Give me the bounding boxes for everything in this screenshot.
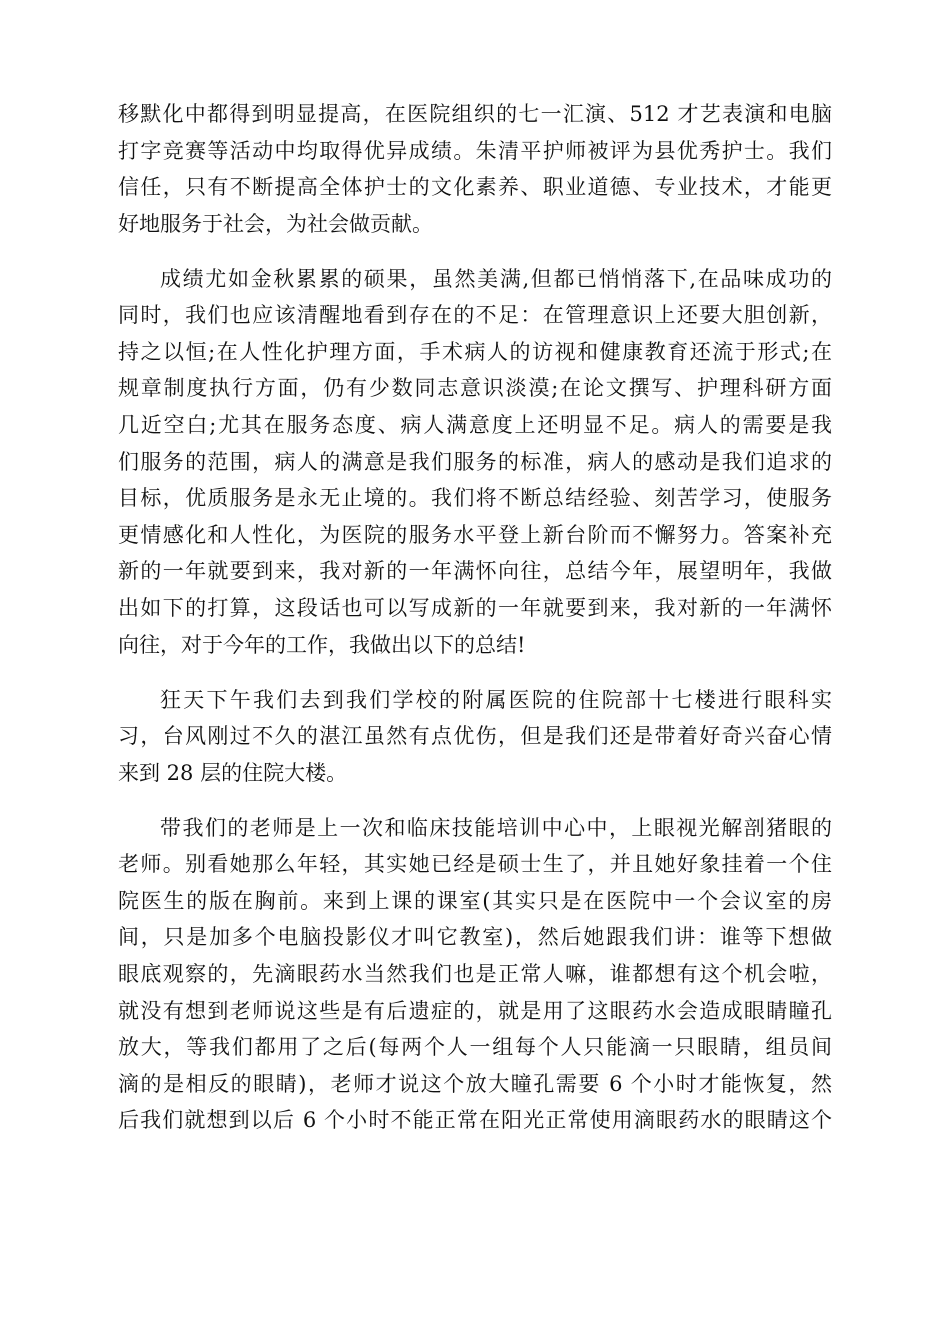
- text-line: 成绩尤如金秋累累的硕果，虽然美满,但都已悄悄落下,在品味成功的: [160, 266, 832, 291]
- text-line: 就没有想到老师说这些是有后遗症的，就是用了这眼药水会造成眼睛瞳孔: [118, 998, 832, 1023]
- text-line: 目标，优质服务是永无止境的。我们将不断总结经验、刻苦学习，使服务: [118, 486, 832, 511]
- paragraph-spacer: [118, 791, 832, 809]
- text-line: 习，台风刚过不久的湛江虽然有点优伤，但是我们还是带着好奇兴奋心情: [118, 724, 832, 749]
- text-line: 狂天下午我们去到我们学校的附属医院的住院部十七楼进行眼科实: [160, 687, 832, 712]
- text-line: 老师。别看她那么年轻，其实她已经是硕士生了，并且她好象挂着一个住: [118, 852, 832, 877]
- text-line: 带我们的老师是上一次和临床技能培训中心中，上眼视光解剖猪眼的: [160, 815, 832, 840]
- text-line: 滴的是相反的眼睛)，老师才说这个放大瞳孔需要 6 个小时才能恢复，然: [118, 1071, 832, 1096]
- text-line: 打字竞赛等活动中均取得优异成绩。朱清平护师被评为县优秀护士。我们: [118, 138, 832, 163]
- text-line: 向往，对于今年的工作，我做出以下的总结!: [118, 632, 526, 657]
- text-line: 院医生的版在胸前。来到上课的课室(其实只是在医院中一个会议室的房: [118, 888, 832, 913]
- paragraph-2: [118, 261, 832, 664]
- document-body: [118, 96, 832, 1139]
- text-line: 来到 28 层的住院大楼。: [118, 760, 348, 785]
- text-line: 规章制度执行方面，仍有少数同志意识淡漠;在论文撰写、护理科研方面: [118, 376, 832, 401]
- text-line: 信任，只有不断提高全体护士的文化素养、职业道德、专业技术，才能更: [118, 175, 832, 200]
- text-line: 们服务的范围，病人的满意是我们服务的标准，病人的感动是我们追求的: [118, 449, 832, 474]
- text-line: 几近空白;尤其在服务态度、病人满意度上还明显不足。病人的需要是我: [118, 413, 832, 438]
- paragraph-1: [118, 96, 832, 242]
- paragraph-4: [118, 810, 832, 1139]
- paragraph-3: [118, 682, 832, 792]
- text-line: 同时，我们也应该清醒地看到存在的不足：在管理意识上还要大胆创新，: [118, 303, 832, 328]
- text-line: 后我们就想到以后 6 个小时不能正常在阳光正常使用滴眼药水的眼睛这个: [118, 1108, 832, 1133]
- paragraph-spacer: [118, 663, 832, 681]
- text-line: 放大，等我们都用了之后(每两个人一组每个人只能滴一只眼睛，组员间: [118, 1035, 832, 1060]
- text-line: 持之以恒;在人性化护理方面，手术病人的访视和健康教育还流于形式;在: [118, 339, 832, 364]
- text-line: 眼底观察的，先滴眼药水当然我们也是正常人嘛，谁都想有这个机会啦，: [118, 961, 832, 986]
- text-line: 间，只是加多个电脑投影仪才叫它教室)，然后她跟我们讲：谁等下想做: [118, 925, 832, 950]
- text-line: 好地服务于社会，为社会做贡献。: [118, 211, 433, 236]
- paragraph-spacer: [118, 242, 832, 260]
- text-line: 出如下的打算，这段话也可以写成新的一年就要到来，我对新的一年满怀: [118, 596, 832, 621]
- text-line: 更情感化和人性化，为医院的服务水平登上新台阶而不懈努力。答案补充: [118, 522, 832, 547]
- text-line: 新的一年就要到来，我对新的一年满怀向往，总结今年，展望明年，我做: [118, 559, 832, 584]
- text-line: 移默化中都得到明显提高，在医院组织的七一汇演、512 才艺表演和电脑: [118, 102, 832, 126]
